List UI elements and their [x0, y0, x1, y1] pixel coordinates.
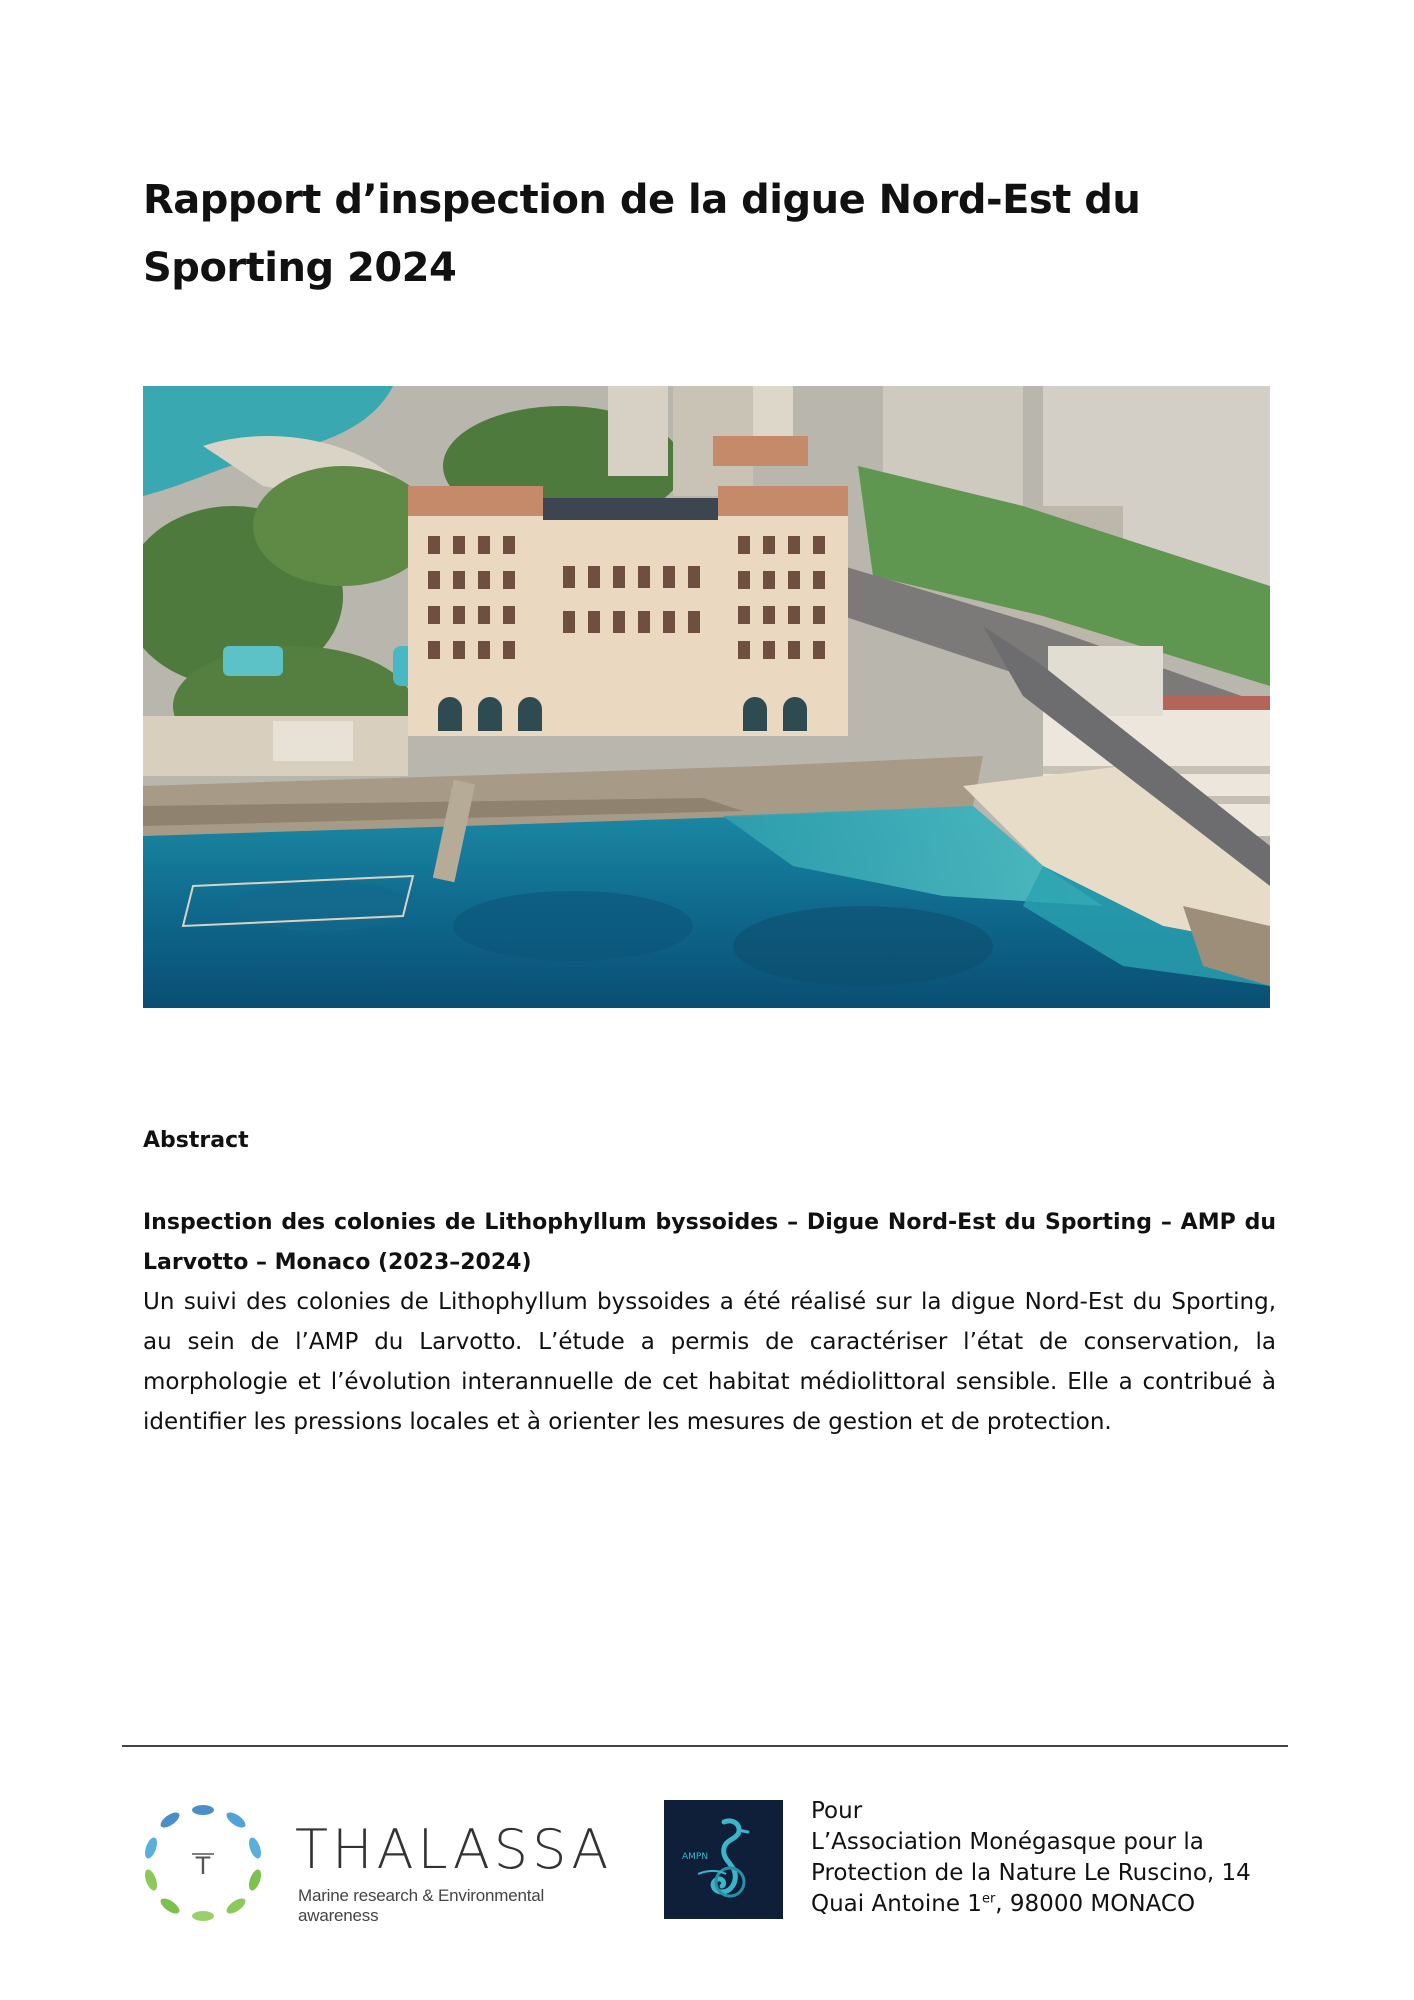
fish-ring-logo-icon: [140, 1800, 266, 1926]
recipient-line-2: L’Association Monégasque pour la: [811, 1829, 1204, 1855]
thalassa-logo: [140, 1800, 620, 1930]
recipient-superscript: er: [981, 1891, 996, 1907]
abstract-heading: Abstract: [143, 1128, 249, 1153]
thalassa-name: THALASSA: [295, 1818, 613, 1881]
cover-aerial-photo: [143, 386, 1270, 1008]
abstract-subtitle: Inspection des colonies de Lithophyllum byssoides – Digue Nord-Est du Sporting – AMP du Larvotto – Monaco (2023–2024): [143, 1210, 1276, 1275]
aerial-photo-illustration: [143, 386, 1270, 1008]
recipient-address: [811, 1796, 1291, 1920]
svg-text:T: T: [195, 1852, 211, 1880]
recipient-line-4-start: Quai Antoine 1: [811, 1891, 982, 1917]
recipient-line-1: Pour: [811, 1798, 863, 1824]
recipient-line-4: [811, 1889, 1291, 1920]
ampn-label: AMPN: [682, 1852, 709, 1862]
recipient-line-3: Protection de la Nature Le Ruscino, 14: [811, 1860, 1251, 1886]
recipient-line-4-end: , 98000 MONACO: [995, 1891, 1196, 1917]
abstract-body: Un suivi des colonies de Lithophyllum byssoides a été réalisé sur la digue Nord-Est du Sporting, au sein de l’AMP du Larvotto. L’étude a permis de caractériser l’état de conservation, la morphologie et l’évolution interannuelle de cet habitat médiolittoral sensible. Elle a contribué à identifier les pressions locales et à orienter les mesures de gestion et de protection.: [143, 1289, 1276, 1435]
document-title: Rapport d’inspection de la digue Nord-Est du Sporting 2024: [143, 177, 1141, 291]
thalassa-tagline: Marine research & Environmental awareness: [298, 1886, 545, 1925]
footer-divider: [122, 1745, 1288, 1747]
